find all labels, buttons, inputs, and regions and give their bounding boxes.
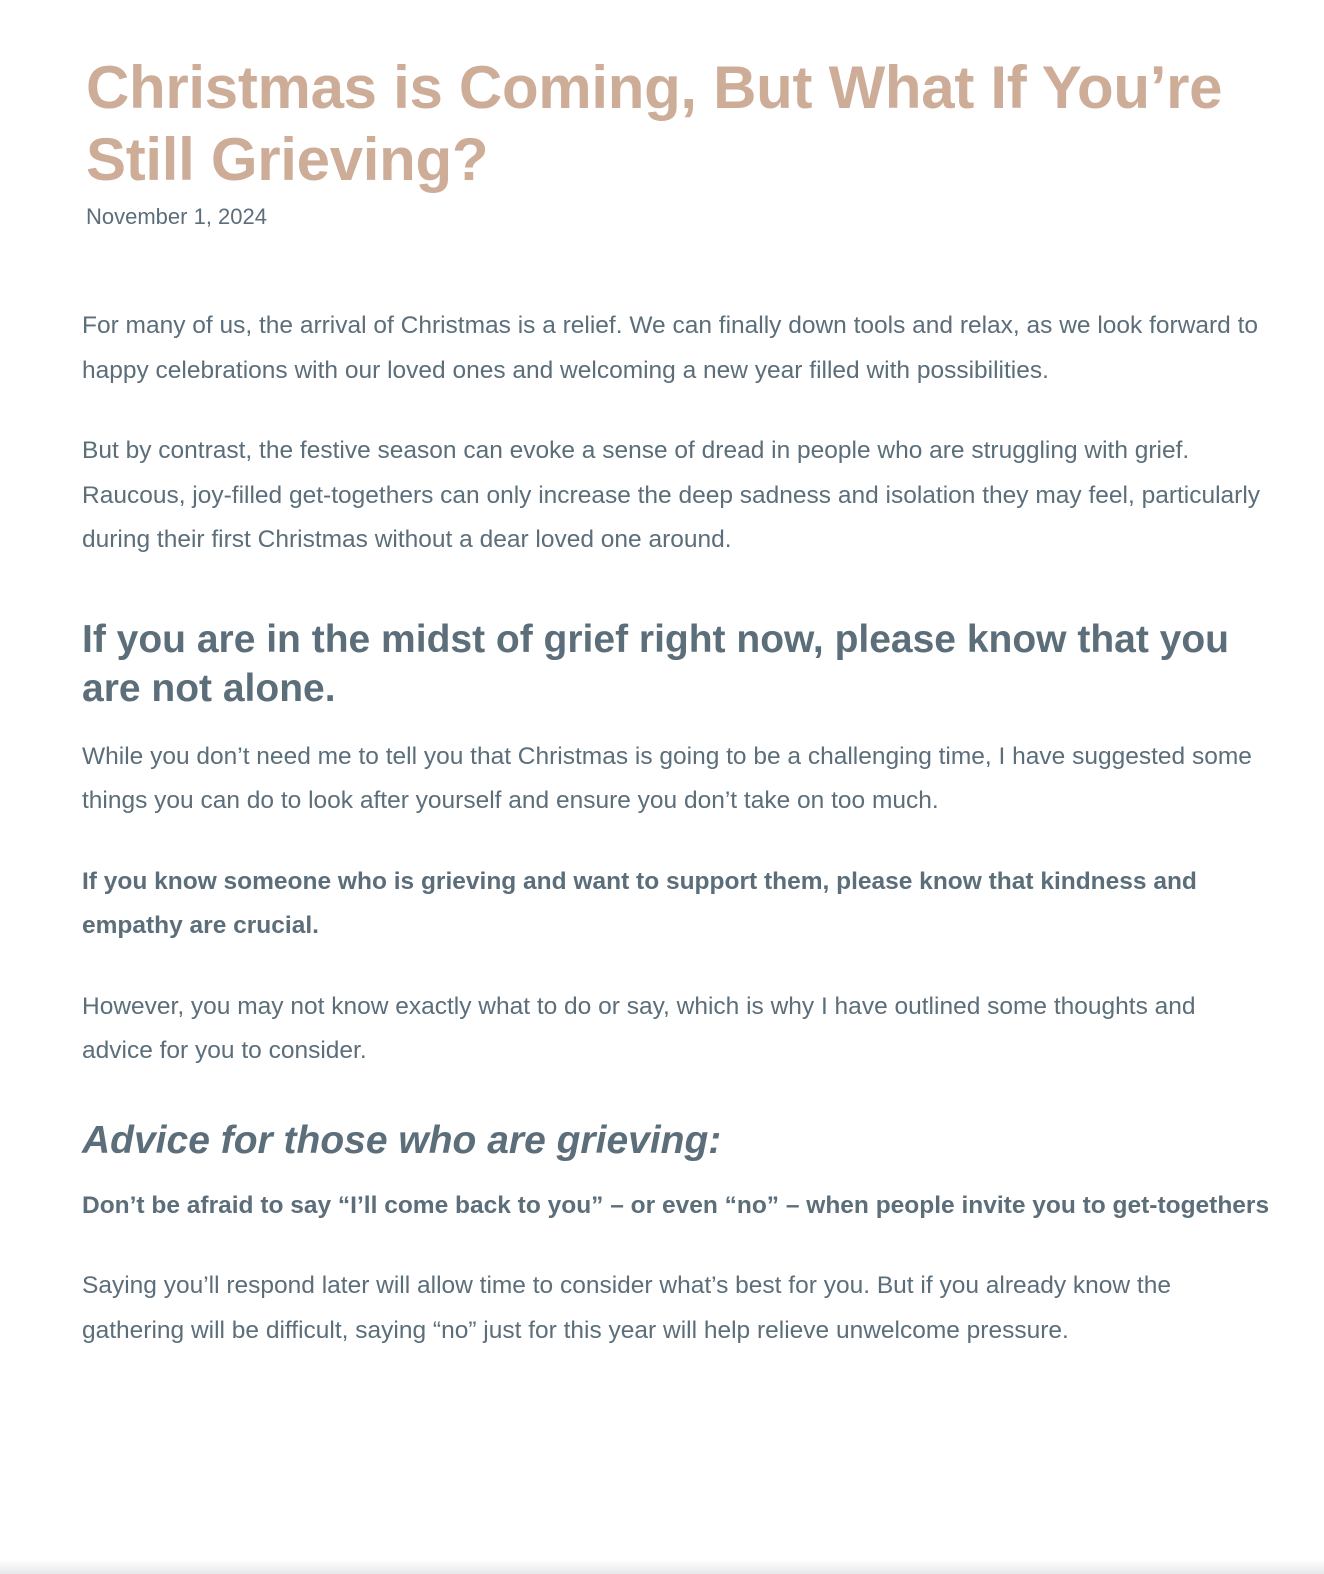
article-body (82, 304, 1272, 1353)
post-title: Christmas is Coming, But What If You’re Still Grieving? (86, 54, 1223, 193)
advice-heading: Advice for those who are grieving: (82, 1118, 722, 1162)
advice-item-body: Saying you’ll respond later will allow time to consider what’s best for you. But if you already know the gathering will be difficult, saying “no” just for this year will help relieve unwelcome pressure. (82, 1272, 1171, 1344)
bottom-fade (0, 1560, 1324, 1574)
post-date: November 1, 2024 (86, 204, 267, 229)
paragraph-advice-intro: However, you may not know exactly what to do or say, which is why I have outlined some thoughts and advice for you to consider. (82, 992, 1196, 1064)
advice-item-title: Don’t be afraid to say “I’ll come back to you” – or even “no” – when people invite you to get-togethers (82, 1191, 1270, 1219)
paragraph-intro: For many of us, the arrival of Christmas is a relief. We can finally down tools and relax, as we look forward to happy celebrations with our loved ones and welcoming a new year filled with possibilities. (82, 312, 1259, 384)
paragraph-support-note: If you know someone who is grieving and want to support them, please know that kindness and empathy are crucial. (82, 867, 1197, 939)
article (82, 0, 1272, 1389)
paragraph-contrast: But by contrast, the festive season can evoke a sense of dread in people who are struggling with grief. Raucous, joy-filled get-togethers can only increase the deep sadness and isolation they may feel, particularly during their first Christmas without a dear loved one around. (82, 437, 1261, 553)
section-heading-not-alone: If you are in the midst of grief right now, please know that you are not alone. (82, 617, 1229, 710)
paragraph-suggestions: While you don’t need me to tell you that Christmas is going to be a challenging time, I have suggested some things you can do to look after yourself and ensure you don’t take on too much. (82, 742, 1252, 814)
